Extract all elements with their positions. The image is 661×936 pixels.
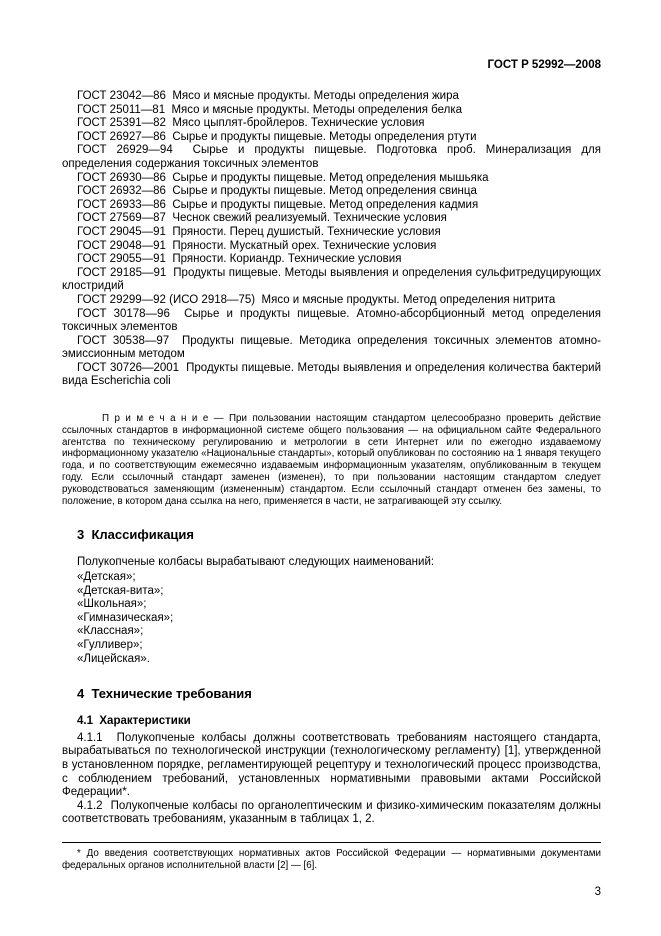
sausage-name: «Детская-вита»; — [77, 584, 164, 597]
sausage-name: «Гимназическая»; — [77, 611, 174, 624]
reference-item: ГОСТ 30726—2001 Продукты пищевые. Методы выявления и определения количества бактерий вида Escherichia coli — [62, 361, 601, 388]
doc-code-header: ГОСТ Р 52992—2008 — [487, 59, 601, 71]
reference-item: ГОСТ 30178—96 Сырье и продукты пищевые. Атомно-абсорбционный метод определения токсичных элементов — [62, 307, 601, 334]
classification-block — [62, 556, 601, 666]
reference-item: ГОСТ 26932—86 Сырье и продукты пищевые. Метод определения свинца — [77, 185, 477, 198]
reference-item: ГОСТ 26930—86 Сырье и продукты пищевые. Метод определения мышьяка — [77, 171, 489, 184]
footnote-text: * До введения соответствующих нормативных актов Российской Федерации — нормативными документами федеральных органов исполнительной власти [2] — [6]. — [62, 847, 601, 871]
reference-item: ГОСТ 30538—97 Продукты пищевые. Методика определения токсичных элементов атомно-эмиссионным методом — [62, 334, 601, 361]
reference-item: ГОСТ 29185—91 Продукты пищевые. Методы выявления и определения сульфитредуцирующих клостридий — [62, 266, 601, 293]
sausage-name: «Детская»; — [77, 571, 136, 584]
classification-intro: Полукопченые колбасы вырабатывают следующих наименований: — [77, 556, 435, 569]
sausage-name: «Классная»; — [77, 625, 144, 638]
reference-item: ГОСТ 26929—94 Сырье и продукты пищевые. Подготовка проб. Минерализация для определения содержания токсичных элементов — [62, 144, 601, 170]
reference-item: ГОСТ 23042—86 Мясо и мясные продукты. Методы определения жира — [77, 90, 459, 102]
references-note: П р и м е ч а н и е — При пользовании настоящим стандартом целесообразно проверить действие ссылочных стандартов в информационной системе общего пользования — на официальном сайте Федерального агентства по техническому регулированию и метрологии в сети Интернет или по ежегодно издаваемому информационному указателю «Национальные стандарты», который опубликован по состоянию на 1 января текущего года, и по соответствующим ежемесячно издаваемым информационным указателям, опубликованным в текущем году. Если ссылочный стандарт заменен (изменен), то при пользовании настоящим стандартом следует руководствоваться заменяющим (измененным) стандартом. Если ссылочный стандарт отменен без замены, то положение, в котором дана ссылка на него, применяется в части, не затрагивающей эту ссылку. — [62, 413, 601, 507]
page-number: 3 — [594, 885, 601, 898]
footnote-divider — [62, 842, 601, 843]
section-4-title: 4 Технические требования — [77, 686, 252, 702]
sausage-name: «Лицейская». — [77, 652, 150, 665]
reference-item: ГОСТ 29048—91 Пряности. Мускатный орех. Технические условия — [77, 239, 437, 252]
section-3-title: 3 Классификация — [77, 527, 194, 543]
reference-item: ГОСТ 27569—87 Чеснок свежий реализуемый. Технические условия — [77, 212, 447, 225]
references-list — [62, 90, 601, 389]
subsection-4-1-title: 4.1 Характеристики — [77, 715, 191, 728]
reference-item: ГОСТ 26933—86 Сырье и продукты пищевые. Метод определения кадмия — [77, 198, 479, 211]
technical-requirements-block — [62, 715, 601, 827]
reference-item: ГОСТ 25011—81 Мясо и мясные продукты. Методы определения белка — [77, 103, 462, 116]
paragraph-4-1-1: 4.1.1 Полукопченые колбасы должны соответствовать требованиям настоящего стандарта, вырабатываться по технологической инструкции (технологическому регламенту) [1], утвержденной в установленном порядке, регламентирующей рецептуру и технологический процесс производства, с соблюдением требований, установленных нормативными правовыми актами Российской Федерации*. — [62, 731, 601, 799]
sausage-name: «Гулливер»; — [77, 639, 143, 651]
reference-item: ГОСТ 29045—91 Пряности. Перец душистый. Технические условия — [77, 225, 441, 238]
reference-item: ГОСТ 29055—91 Пряности. Кориандр. Технические условия — [77, 253, 402, 266]
paragraph-4-1-2: 4.1.2 Полукопченые колбасы по органолептическим и физико-химическим показателям должны соответствовать требованиям, указанным в таблицах 1, 2. — [62, 799, 601, 826]
sausage-name: «Школьная»; — [77, 598, 147, 611]
reference-item: ГОСТ 26927—86 Сырье и продукты пищевые. Методы определения ртути — [77, 130, 477, 143]
reference-item: ГОСТ 25391—82 Мясо цыплят-бройлеров. Технические условия — [77, 117, 425, 130]
reference-item: ГОСТ 29299—92 (ИСО 2918—75) Мясо и мясные продукты. Метод определения нитрита — [77, 293, 556, 306]
